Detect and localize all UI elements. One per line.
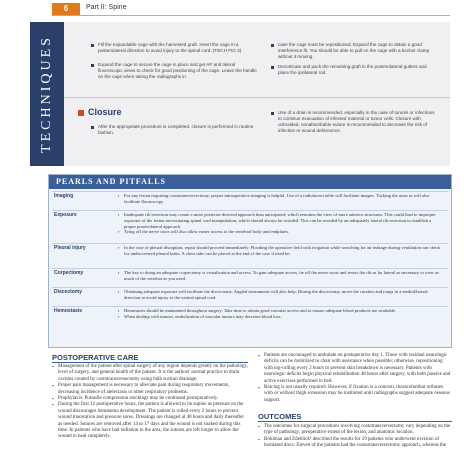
outcomes-item: ▪ Bohlman and Zdeblick¹ described the results for 19 patients who underwent excision of herniated discs. Eleven of the patients had the costotransversectomy approach, whereas the (258, 437, 452, 450)
header-divider (52, 15, 450, 16)
pearl-text (118, 289, 444, 301)
pearl-item: ▪ The key to doing an adequate corpectomy is visualization and access. To gain adequate access, tie off the nerve roots and resect the rib as far lateral as necessary to view as much of the vertebra as you need. (118, 270, 444, 282)
techniques-divider (64, 97, 450, 98)
section-divider (52, 362, 248, 363)
pearl-label: Exposure (54, 212, 77, 218)
postop-item: ▪ Patients are encouraged to ambulate on postoperative day 1. Those with residual neurologic deficits can be mobilized to chair with assistance when possible; otherwise, repositioning with log-rolling every 2 hours to prevent skin breakdown is necessary. Patients with neurologic deficits begin physical rehabilitation 48 hours after surgery, with both passive and active exercises performed in bed. (258, 353, 452, 385)
pearl-row (52, 287, 448, 306)
technique-bullet: case the cage must be repositioned. Expand the cage to obtain a good interference fit. You should be able to pull on the cage with a kocher clamp without it moving. (278, 42, 436, 60)
pearl-item: ▪ Inadequate rib resection may create a more posterior-directed approach than anticipated, which restrains the view of more anterior structures. This could lead to improper exposure of the lesion necessitating spinal cord manipulation, which should always be avoided. This can be avoided by an adequately lateral rib resection to establish a proper posterolateral approach. (118, 212, 444, 229)
closure-title: Closure (88, 107, 122, 117)
ambulation-list (258, 353, 452, 404)
pearl-text (118, 212, 444, 235)
technique-bullet: Fill the expandable cage with the harvested graft. Insert the cage in a posterolateral direction to avoid injury to the spinal cord. (TECH FIG 3) (98, 42, 258, 54)
pearl-text (118, 245, 444, 257)
pearl-text (118, 193, 444, 205)
closure-bullet: Use of a drain is recommended, especially in the case of tumors or infections to continue evacuation of infected material or tumor cells. Closure with unbraided, nonabsorbable suture is recommended to decrease the risk of infection or wound dehiscence. (278, 110, 435, 133)
technique-bullet: Expand the cage to secure the cage in place and get AP and lateral fluoroscopic views to check for good positioning of the cage. Leave the handle on the cage when taking the radiographs in (98, 62, 257, 79)
postop-item: ▪ Management of the patient after spinal surgery of any region depends greatly on the pathology, level of surgery, and general health of the patient. It is the authors' normal practice to drain cavities created by costotransversectomy using bulb suction drainage. (52, 364, 248, 383)
outcomes-item: ▪ The outcomes for surgical procedures involving costotransversectomy vary depending on the type of pathology, preoperative extent of the lesion, and anatomic location. (258, 424, 452, 437)
postop-item: ▪ Bracing is not usually required. However, if fixation is a concern, thoracolumbar orthoses with or without thigh extension may be instituted until radiographs suggest adequate osseous support. (258, 385, 452, 404)
pearl-item: ▪ In the case of pleural disruption, repair should proceed immediately. Flooding the operative field with irrigation while searching for air leakage during ventilation can check for undiscovered pleural leaks. A chest tube can be placed at the end of the case if need be. (118, 245, 444, 257)
technique-bullet: Decorticate and pack the remaining graft in the posterolateral gutters and place the ipsilateral rod. (278, 64, 436, 76)
pearl-row (52, 210, 448, 243)
techniques-sidebar (30, 22, 64, 166)
pearl-item: ▪ Tying off the nerve roots will also allow easier access to the vertebral body and endplates. (118, 229, 444, 235)
pearl-row (52, 191, 448, 210)
postop-list (52, 364, 248, 441)
postop-item: ▪ Proper pain management is necessary to alleviate pain during respiratory movements, decreasing incidence of atelectasis or other respiratory problems. (52, 383, 248, 396)
pearl-item: ▪ For any lesion requiring costotransversectomy, proper intraoperative imaging is helpful. Use of a radiolucent table will facilitate images. Tucking the arms in will also facilitate fluoroscopy. (118, 193, 444, 205)
postop-item: ▪ During the first 12 postoperative hours, the patient is allowed to lie supine as pressure on the wound discourages hematoma development. The patient is rolled every 2 hours to prevent wound maceration and pressure sores. Dressings are changed at 48 hours and daily thereafter as needed. Sutures are removed after 14 to 17 days and the wound is not soaked during this time. In patients who have had radiation to the area, the sutures are left longer to allow the wound to heal completely. (52, 402, 248, 440)
outcomes-title: OUTCOMES (258, 412, 302, 421)
closure-marker-icon (78, 110, 84, 116)
postop-title: POSTOPERATIVE CARE (52, 353, 139, 362)
pearl-text (118, 270, 444, 282)
closure-bullet: After the appropriate procedure is completed, closure is performed in routine fashion. (98, 124, 258, 136)
pearl-label: Imaging (54, 193, 74, 199)
pearl-label: Hemostasis (54, 308, 83, 314)
pearl-label: Pleural injury (54, 245, 86, 251)
page-number: 6 (52, 3, 80, 15)
pearl-item: ▪ Hemostasis should be maintained throughout surgery. Take time to obtain good vascular access and to ensure adequate blood products are available. (118, 308, 444, 314)
pearl-label: Discectomy (54, 289, 83, 295)
pearl-row (52, 306, 448, 347)
pearl-row (52, 243, 448, 268)
pearl-label: Corpectomy (54, 270, 84, 276)
techniques-label: TECHNIQUES (39, 35, 54, 153)
postop-item: ▪ Prophylaxis: Pulsatile compression stockings may be continued postoperatively. (52, 396, 248, 402)
pearl-text (118, 308, 444, 320)
pearl-item: ▪ Obtaining adequate exposure will facilitate the discectomy. Angled instruments will also help. During the discectomy, move the curettes and rongs in a medial/lateral direction to avoid injury to the ventral spinal cord. (118, 289, 444, 301)
pearl-item: ▪ When dealing with tumors, embolization of vascular tumors may decrease blood loss. (118, 314, 444, 320)
pearl-row (52, 268, 448, 287)
outcomes-list (258, 424, 452, 450)
section-divider (258, 421, 452, 422)
pearls-pitfalls-title: PEARLS AND PITFALLS (56, 177, 166, 186)
part-title: Part II: Spine (86, 4, 127, 11)
